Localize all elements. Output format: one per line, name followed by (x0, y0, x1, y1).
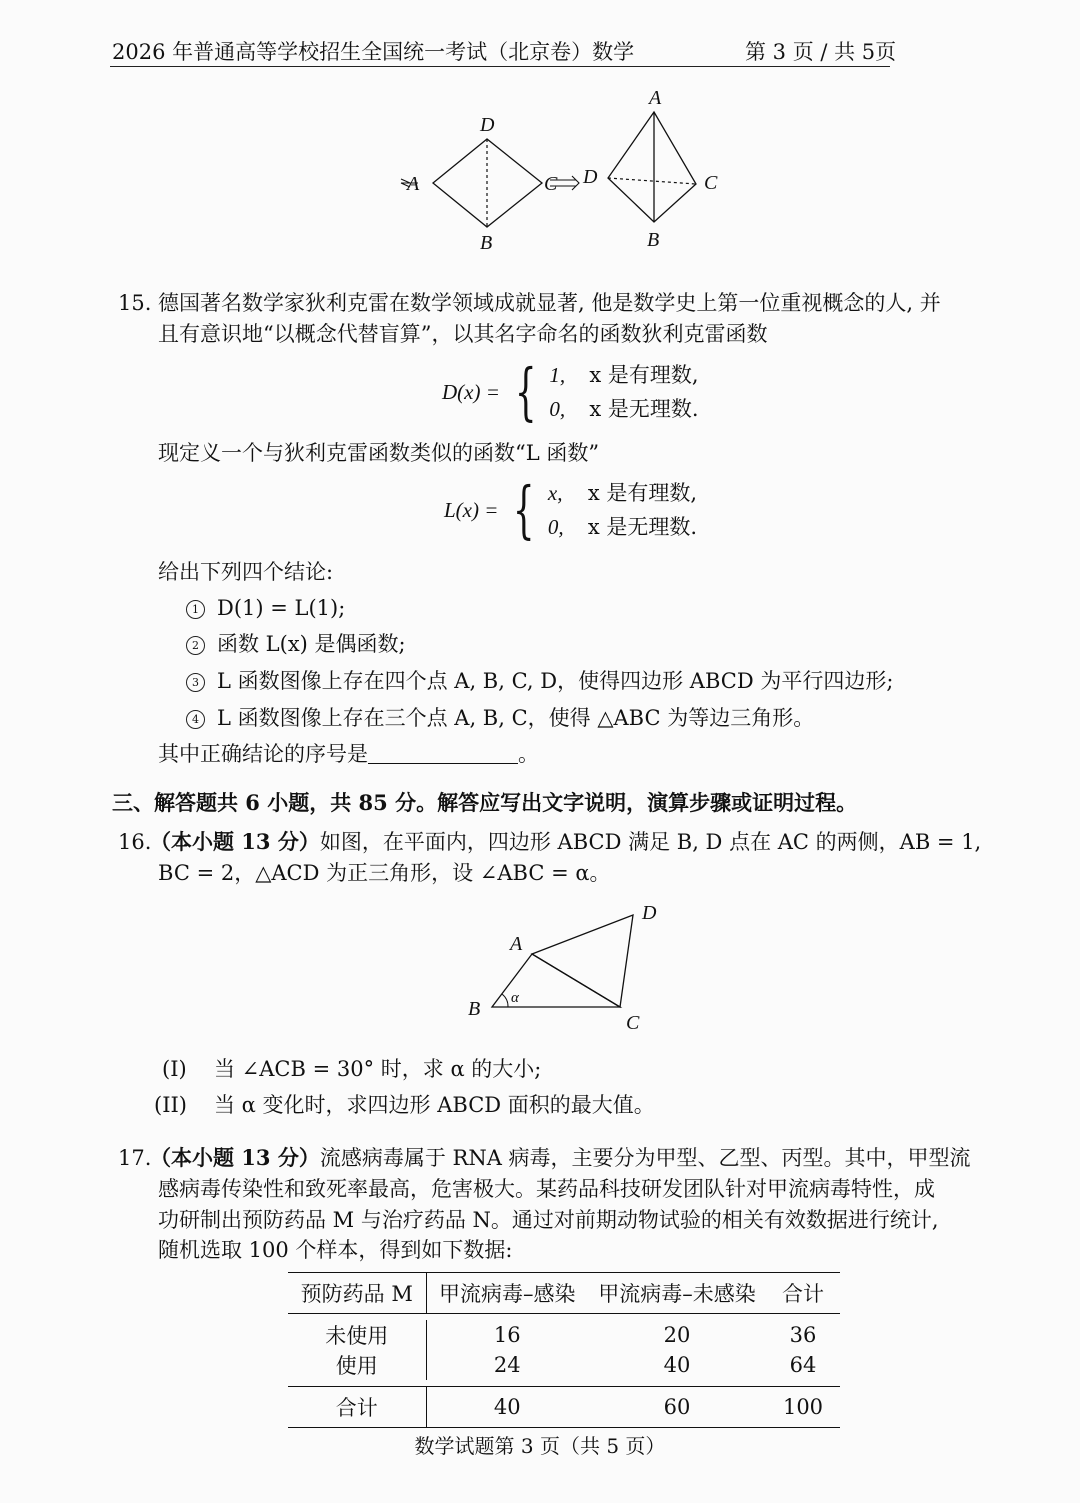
left-label-A: A (407, 173, 420, 195)
q16-score: （本小题 13 分） (150, 829, 320, 854)
q15-number: 15. (118, 291, 152, 315)
label-C: C (626, 1012, 640, 1034)
l-case1-value: x, (547, 481, 563, 505)
table-header-cell: 预防药品 M (288, 1273, 426, 1313)
data-table-body (288, 1320, 840, 1380)
dirichlet-case1-value: 1, (549, 363, 566, 387)
table-row (288, 1320, 840, 1350)
header-page-number: 第 3 页 / 共 5页 (745, 40, 897, 64)
data-table-total (288, 1387, 840, 1427)
q15-statement-4 (186, 702, 814, 734)
circled-number-3-icon: 3 (186, 673, 205, 692)
q15-statement-1 (186, 592, 345, 624)
left-label-B: B (480, 232, 493, 254)
answer-blank[interactable] (368, 743, 518, 764)
header-title: 2026 年普通高等学校招生全国统一考试（北京卷）数学 (112, 40, 635, 64)
table-header-cell: 甲流病毒–未感染 (598, 1282, 756, 1306)
q15-statement-3 (186, 665, 893, 697)
q15-statement-3-text: L 函数图像上存在四个点 A, B, C, D，使得四边形 ABCD 为平行四边形; (217, 669, 894, 693)
q17-line-1: 流感病毒属于 RNA 病毒，主要分为甲型、乙型、丙型。其中，甲型流 (319, 1146, 971, 1170)
q17-line-4: 随机选取 100 个样本，得到如下数据: (158, 1238, 513, 1262)
q15-line-2: 且有意识地“以概念代替盲算”，以其名字命名的函数狄利克雷函数 (158, 322, 768, 346)
triangle-ACD (532, 915, 633, 1007)
q16-part1-label: (I) (162, 1057, 187, 1081)
q15-answer-prefix: 其中正确结论的序号是 (158, 742, 368, 766)
l-function-cases (548, 476, 697, 544)
q17-line-2: 感病毒传染性和致死率最高，危害极大。某药品科技研发团队针对甲流病毒特性，成 (158, 1177, 935, 1201)
q17-first-line (150, 1142, 971, 1174)
table-cell: 20 (663, 1323, 691, 1347)
diagonal-AC (532, 954, 620, 1007)
table-cell: 64 (789, 1353, 817, 1377)
table-cell: 使用 (288, 1350, 426, 1380)
table-total-row (288, 1387, 840, 1427)
dirichlet-case2-value: 0, (549, 397, 566, 421)
l-function-formula (444, 473, 698, 546)
angle-alpha-arc (502, 994, 508, 1007)
l-function-lhs: L(x) = (444, 498, 499, 522)
q15-statement-2 (186, 628, 406, 660)
dirichlet-function-formula (442, 355, 699, 428)
label-B: B (468, 998, 481, 1020)
q16-part2-label: (II) (154, 1093, 187, 1117)
table-header-cell: 合计 (782, 1282, 824, 1306)
table-row (288, 1350, 840, 1380)
q15-statement-1-text: D(1) = L(1); (217, 596, 346, 620)
q15-define-line: 现定义一个与狄利克雷函数类似的函数“L 函数” (158, 441, 600, 465)
dirichlet-cases (549, 358, 698, 426)
header-rule (110, 66, 890, 67)
tetrahedron-outline (608, 112, 696, 222)
q16-part2: 当 α 变化时，求四边形 ABCD 面积的最大值。 (214, 1093, 655, 1117)
circled-number-1-icon: 1 (186, 600, 205, 619)
circled-number-4-icon: 4 (186, 710, 205, 729)
page-footer: 数学试题第 3 页（共 5 页） (414, 1434, 666, 1458)
table-cell: 24 (493, 1353, 521, 1377)
q17-number: 17. (118, 1146, 152, 1170)
dirichlet-lhs: D(x) = (442, 380, 500, 404)
right-label-C: C (704, 172, 718, 194)
q17-line-3: 功研制出预防药品 M 与治疗药品 N。通过对前期动物试验的相关有效数据进行统计, (158, 1208, 939, 1232)
data-table (288, 1272, 840, 1428)
table-header-cell: 甲流病毒–感染 (439, 1282, 576, 1306)
left-label-C: C (544, 173, 558, 195)
q16-line-1: 如图，在平面内，四边形 ABCD 满足 B, D 点在 AC 的两侧，AB = 1, (319, 830, 982, 854)
data-table-header (288, 1273, 840, 1313)
table-cell: 60 (663, 1395, 691, 1419)
section3-heading: 三、解答题共 6 小题，共 85 分。解答应写出文字说明，演算步骤或证明过程。 (112, 790, 858, 815)
label-D: D (642, 902, 657, 924)
label-A: A (510, 933, 523, 955)
q15-line-1: 德国著名数学家狄利克雷在数学领域成就显著, 他是数学史上第一位重视概念的人, 并 (158, 291, 941, 315)
q15-statement-2-text: 函数 L(x) 是偶函数; (217, 632, 406, 656)
table-cell: 未使用 (288, 1320, 426, 1350)
tetrahedron-hidden-edge-DC (608, 178, 696, 184)
q16-number: 16. (118, 830, 152, 854)
l-case2-value: 0, (547, 515, 564, 539)
q15-given: 给出下列四个结论: (158, 560, 334, 584)
fold-diagram-figure (390, 82, 740, 257)
table-cell: 100 (782, 1395, 824, 1419)
q16-line-2: BC = 2，△ACD 为正三角形，设 ∠ABC = α。 (158, 861, 611, 885)
dirichlet-case2-condition: x 是无理数. (589, 397, 699, 421)
right-label-A: A (649, 87, 662, 109)
q15-answer-suffix: 。 (518, 742, 539, 766)
q15-answer-line (158, 738, 539, 770)
q15-statement-4-text: L 函数图像上存在三个点 A, B, C，使得 △ABC 为等边三角形。 (217, 706, 815, 730)
table-cell: 36 (789, 1323, 817, 1347)
quadrilateral-figure (460, 895, 680, 1035)
q16-part1: 当 ∠ACB = 30° 时，求 α 的大小; (214, 1057, 542, 1081)
table-cell: 40 (493, 1395, 521, 1419)
circled-number-2-icon: 2 (186, 636, 205, 655)
q17-score: （本小题 13 分） (150, 1145, 320, 1170)
table-cell: 40 (663, 1353, 691, 1377)
right-label-D: D (583, 166, 598, 188)
right-label-B: B (647, 229, 660, 251)
left-label-D: D (480, 114, 495, 136)
q16-first-line (150, 826, 981, 858)
l-case2-condition: x 是无理数. (587, 515, 698, 539)
table-cell: 16 (493, 1323, 521, 1347)
label-alpha: α (511, 990, 519, 1006)
table-cell: 合计 (288, 1387, 426, 1427)
dirichlet-case1-condition: x 是有理数, (589, 363, 699, 387)
brace-icon: { (513, 473, 535, 546)
l-case1-condition: x 是有理数, (587, 481, 698, 505)
brace-icon: { (514, 355, 537, 428)
